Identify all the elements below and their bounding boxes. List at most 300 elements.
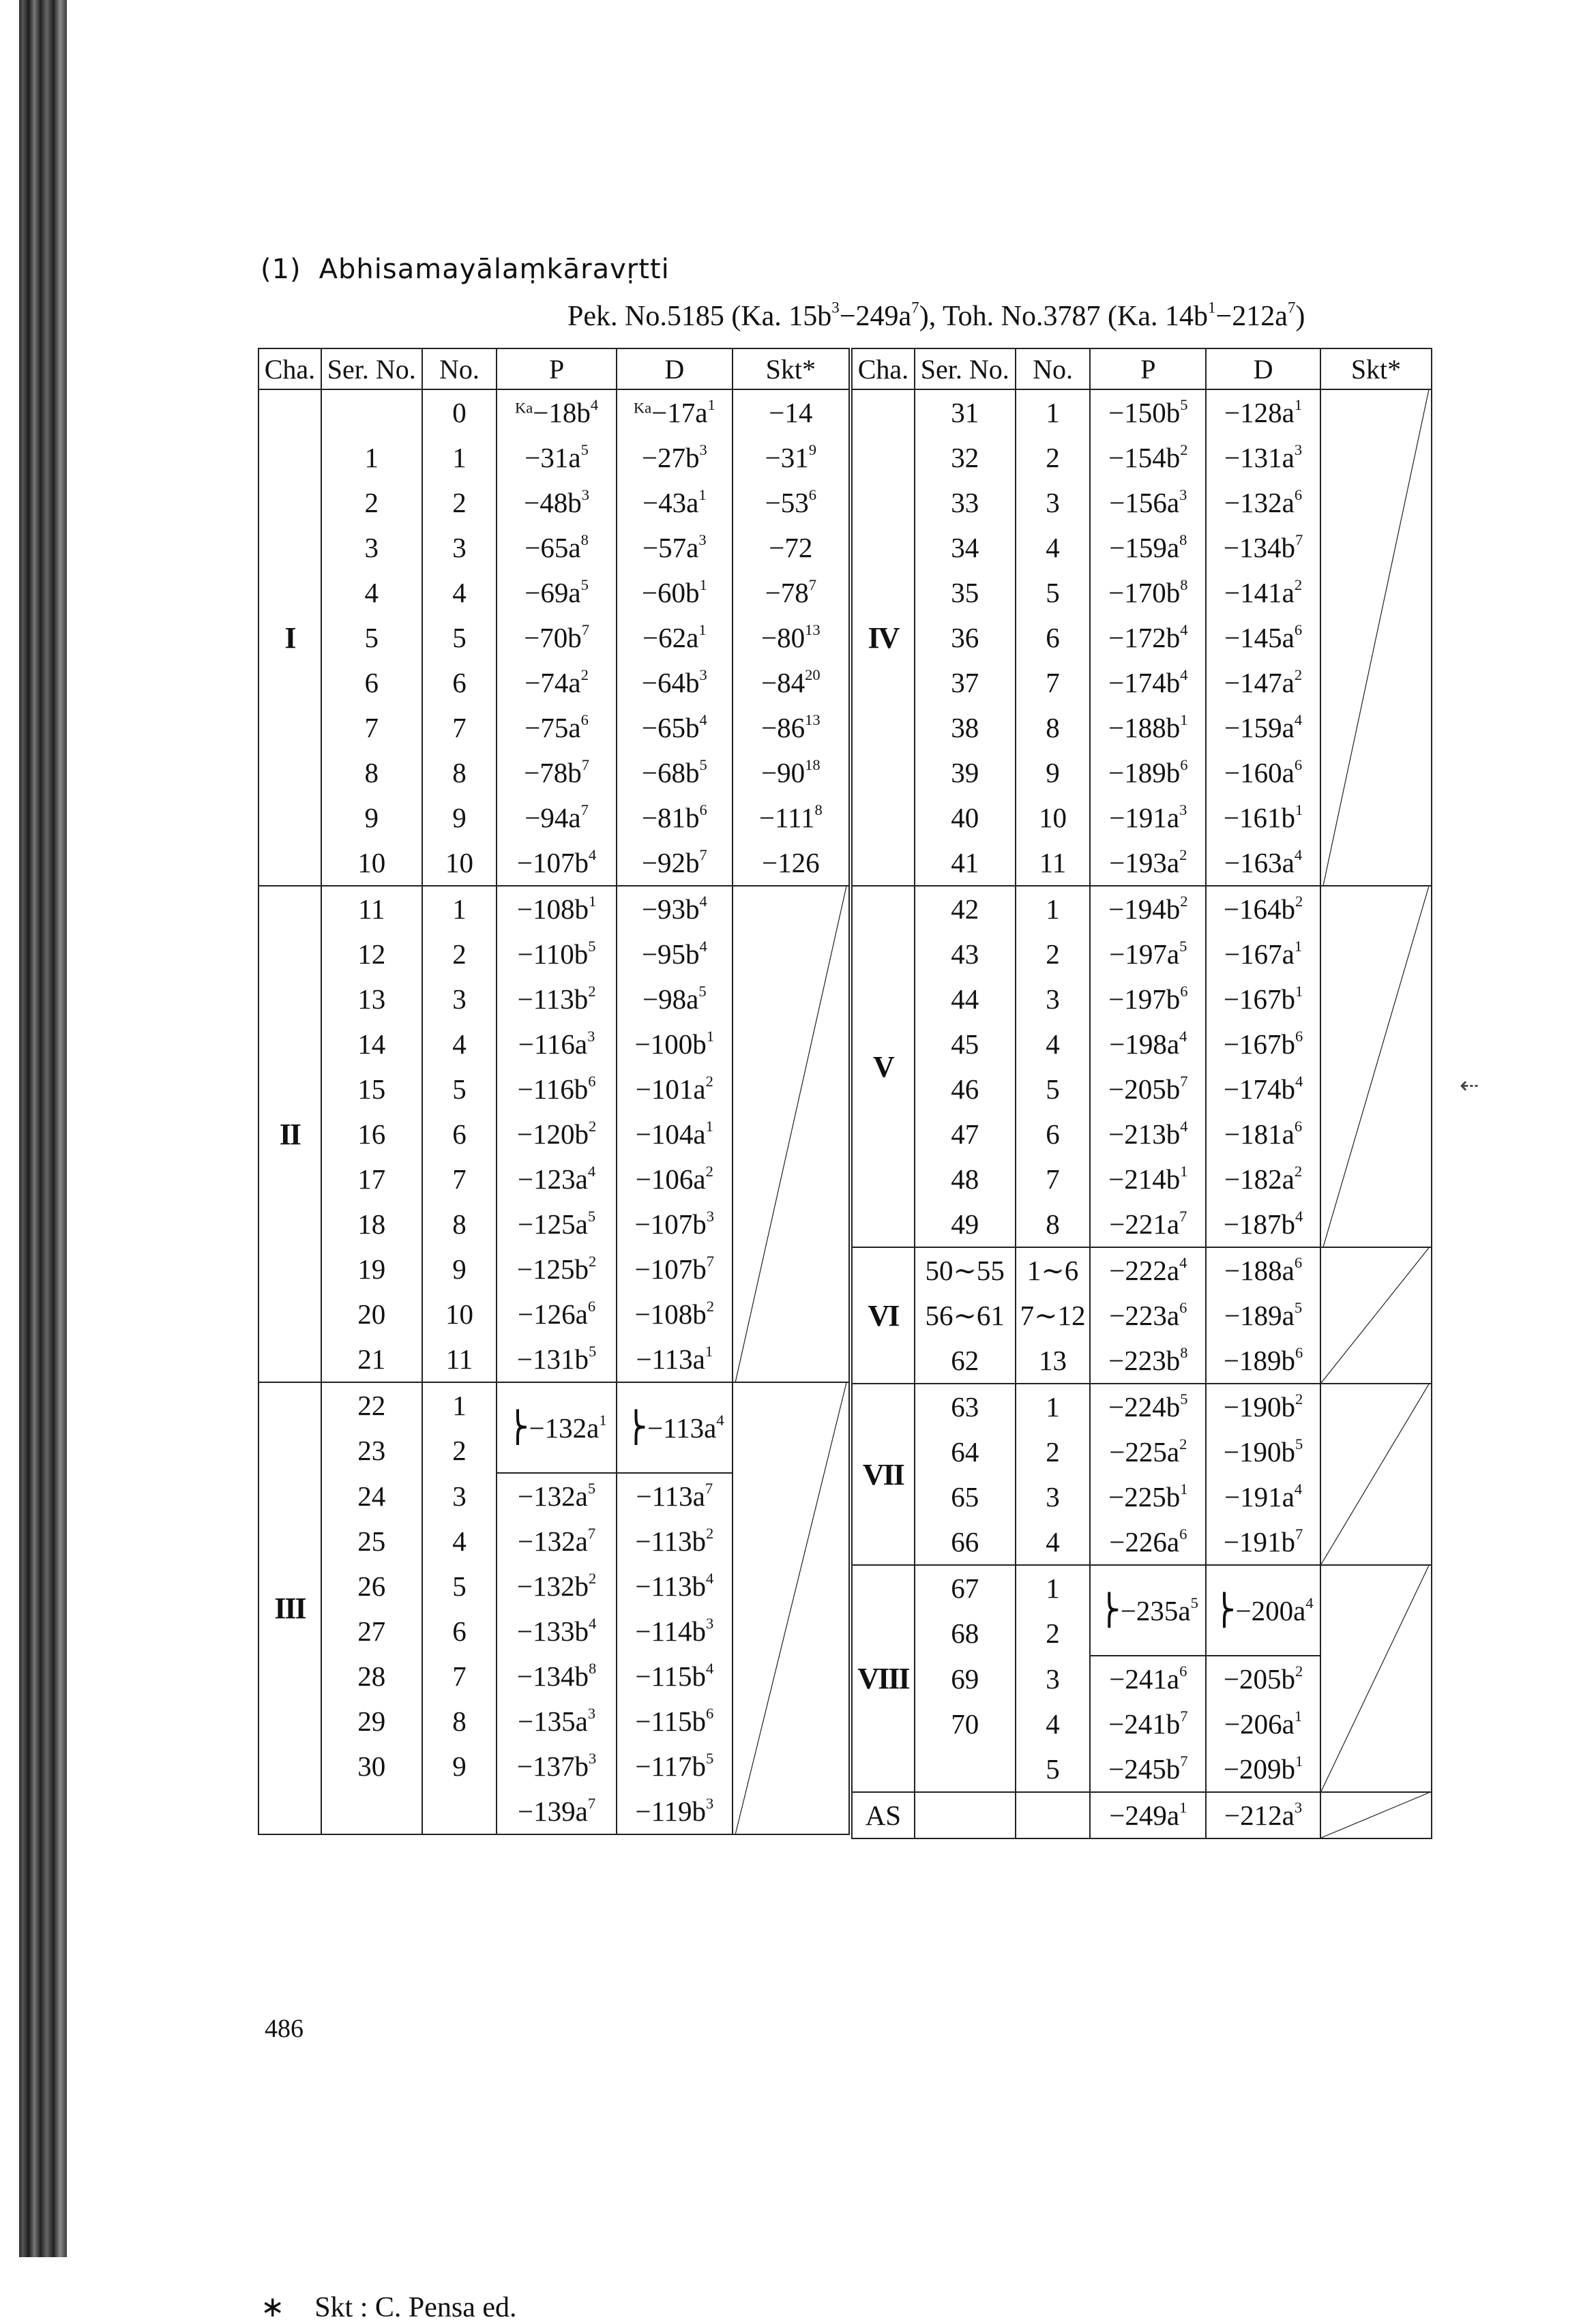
- number-cell: 4: [1016, 1022, 1091, 1067]
- brace-icon: ⎬: [625, 1411, 648, 1444]
- number-cell: 1: [1016, 1384, 1091, 1429]
- col-header-sanskrit: Skt*: [1320, 348, 1432, 389]
- peking-cell: [497, 1473, 617, 1519]
- derge-value: −189a: [1224, 1300, 1295, 1331]
- serial-cell: 44: [915, 977, 1016, 1022]
- derge-value: −200a: [1235, 1595, 1306, 1626]
- derge-value: −65b: [641, 712, 700, 743]
- peking-ref: Pek. No.5185 (Ka. 15b: [567, 301, 832, 332]
- derge-cell: [1206, 1022, 1320, 1067]
- number-cell: 2: [1016, 1611, 1091, 1656]
- derge-cell: [617, 1202, 733, 1247]
- blank-diagonal-cell: [733, 886, 849, 1382]
- derge-line-sup: 6: [1294, 1117, 1303, 1135]
- peking-line-sup: 4: [1180, 666, 1188, 683]
- derge-value: −95b: [641, 938, 700, 970]
- derge-cell: [1206, 1157, 1320, 1202]
- derge-cell: [617, 1067, 733, 1112]
- derge-line-sup: 7: [1295, 1525, 1303, 1543]
- number-cell: 6: [1016, 615, 1091, 660]
- peking-line-sup: 8: [1180, 576, 1188, 593]
- derge-cell: [1206, 795, 1320, 840]
- table-header-row: [258, 348, 849, 389]
- peking-value: −150b: [1108, 397, 1181, 428]
- derge-line-sup: 1: [707, 396, 715, 413]
- number-cell: 7: [422, 1157, 497, 1202]
- derge-value: −57a: [642, 532, 699, 563]
- serial-cell: 22: [321, 1382, 422, 1428]
- blank-diagonal-cell: [1320, 1565, 1432, 1792]
- derge-cell: [617, 1519, 733, 1564]
- peking-cell: [1090, 1792, 1206, 1838]
- derge-value: −43a: [642, 487, 699, 518]
- peking-line-sup: 4: [588, 1614, 597, 1632]
- number-cell: 8: [1016, 1202, 1091, 1247]
- peking-cell: [1090, 1746, 1206, 1792]
- derge-line-sup: 6: [1294, 486, 1303, 503]
- peking-value: −120b: [516, 1118, 589, 1150]
- peking-value: −225b: [1108, 1481, 1181, 1513]
- peking-line-sup: 7: [581, 621, 590, 638]
- peking-line-sup: 3: [581, 486, 590, 503]
- derge-line-sup: 6: [1294, 1253, 1303, 1271]
- peking-cell: [1090, 1067, 1206, 1112]
- derge-cell: [617, 660, 733, 705]
- derge-value: −164b: [1223, 893, 1296, 925]
- derge-value: −98a: [642, 983, 699, 1015]
- table-row: [258, 570, 849, 615]
- derge-value: −190b: [1223, 1436, 1296, 1468]
- derge-cell: [617, 615, 733, 660]
- sanskrit-cell: [733, 435, 849, 480]
- sanskrit-cell: [733, 525, 849, 570]
- serial-cell: 25: [321, 1519, 422, 1564]
- sanskrit-cell: [733, 750, 849, 795]
- derge-line-sup: 1: [705, 1117, 713, 1135]
- peking-cell: [497, 1022, 617, 1067]
- peking-line-sup: 2: [1179, 846, 1187, 863]
- peking-cell: [1090, 570, 1206, 615]
- derge-value: −114b: [635, 1615, 706, 1647]
- peking-line-sup: 5: [1179, 937, 1187, 955]
- number-cell: 5: [422, 615, 497, 660]
- serial-cell: 46: [915, 1067, 1016, 1112]
- peking-value: −241b: [1108, 1708, 1181, 1740]
- sanskrit-verse-sup: 6: [808, 486, 817, 503]
- derge-cell: [1206, 1202, 1320, 1247]
- derge-line-sup: 5: [698, 982, 707, 1000]
- number-cell: 3: [1016, 1474, 1091, 1519]
- table-row: [258, 525, 849, 570]
- peking-line-sup: 1: [599, 1411, 607, 1429]
- peking-cell: [1090, 660, 1206, 705]
- table-row: [852, 1384, 1432, 1429]
- peking-line-sup: 2: [1180, 441, 1188, 458]
- peking-line-sup: 6: [580, 711, 589, 728]
- number-cell: 0: [422, 389, 497, 435]
- serial-cell: 37: [915, 660, 1016, 705]
- serial-cell: 28: [321, 1654, 422, 1699]
- serial-cell: 43: [915, 932, 1016, 977]
- tohoku-ref-close: ): [1295, 301, 1305, 332]
- peking-cell: [1090, 840, 1206, 886]
- peking-value: −123a: [518, 1163, 588, 1195]
- peking-line-sup: 2: [588, 1117, 597, 1135]
- derge-line-sup: 3: [706, 1207, 715, 1225]
- peking-cell: [1090, 1474, 1206, 1519]
- derge-value: −62a: [642, 622, 699, 653]
- peking-line-sup: 6: [588, 1072, 596, 1090]
- peking-value: −134b: [516, 1660, 589, 1692]
- table-row: [852, 1247, 1432, 1293]
- serial-cell: 30: [321, 1744, 422, 1789]
- derge-value: −141a: [1224, 577, 1295, 608]
- number-cell: 5: [422, 1564, 497, 1609]
- peking-value: −170b: [1108, 577, 1181, 608]
- derge-cell: [617, 1247, 733, 1292]
- peking-line-sup: 1: [1179, 1798, 1187, 1816]
- sanskrit-value: −80: [761, 622, 806, 653]
- number-cell: 1: [1016, 886, 1091, 932]
- derge-value: −182a: [1224, 1163, 1295, 1195]
- peking-line-sup: 7: [581, 756, 590, 773]
- peking-value: −133b: [516, 1615, 589, 1647]
- serial-cell: 62: [915, 1338, 1016, 1384]
- derge-line-sup: 4: [1305, 1594, 1314, 1611]
- peking-value: −214b: [1108, 1163, 1181, 1195]
- number-cell: 4: [422, 570, 497, 615]
- derge-line-sup: 1: [1294, 937, 1303, 955]
- peking-value: −125a: [518, 1208, 588, 1240]
- peking-cell: [497, 1609, 617, 1654]
- derge-value: −113a: [636, 1480, 705, 1512]
- derge-value: −119b: [635, 1796, 706, 1827]
- serial-cell: 18: [321, 1202, 422, 1247]
- serial-cell: 56∼61: [915, 1293, 1016, 1338]
- peking-cell: [497, 1247, 617, 1292]
- peking-value: −126a: [518, 1298, 588, 1330]
- derge-line-sup: 7: [706, 1252, 715, 1270]
- peking-cell: [1090, 977, 1206, 1022]
- derge-cell: [1206, 932, 1320, 977]
- col-header-peking: P: [1090, 348, 1206, 389]
- derge-line-sup: 5: [1294, 1298, 1303, 1316]
- derge-cell: [617, 480, 733, 525]
- derge-value: −191a: [1224, 1481, 1295, 1513]
- sanskrit-value: −72: [769, 532, 813, 563]
- number-cell: [422, 1789, 497, 1834]
- derge-line-sup: 6: [1295, 1343, 1303, 1361]
- number-cell: 6: [422, 1609, 497, 1654]
- serial-cell: 67: [915, 1565, 1016, 1611]
- serial-cell: 14: [321, 1022, 422, 1067]
- number-cell: 8: [1016, 705, 1091, 750]
- number-cell: 2: [1016, 932, 1091, 977]
- number-cell: 7: [1016, 1157, 1091, 1202]
- derge-value: −113a: [636, 1343, 705, 1375]
- table-row: [258, 660, 849, 705]
- peking-cell: [1090, 886, 1206, 932]
- peking-line-sup: 3: [1179, 801, 1187, 818]
- sanskrit-cell: [733, 660, 849, 705]
- derge-value: −212a: [1224, 1800, 1295, 1831]
- derge-line-sup: 4: [1294, 846, 1303, 863]
- serial-cell: 10: [321, 840, 422, 886]
- sanskrit-verse-sup: 8: [814, 801, 823, 818]
- derge-merged-cell: [1206, 1565, 1320, 1656]
- derge-value: −190b: [1223, 1391, 1296, 1422]
- number-cell: 6: [422, 1112, 497, 1157]
- number-cell: 1: [422, 886, 497, 932]
- page-number: 486: [265, 2014, 304, 2043]
- peking-cell: [497, 1157, 617, 1202]
- serial-cell: 13: [321, 977, 422, 1022]
- number-cell: 11: [422, 1337, 497, 1382]
- book-spine-shadow: [19, 0, 67, 2257]
- peking-line-sup: 2: [580, 666, 589, 683]
- peking-cell: [497, 525, 617, 570]
- derge-line-sup: 2: [705, 1162, 713, 1180]
- peking-value: −135a: [518, 1705, 588, 1737]
- brace-icon: ⎬: [1213, 1594, 1236, 1627]
- peking-value: −193a: [1109, 847, 1180, 878]
- peking-line-sup: 4: [1180, 1117, 1188, 1135]
- number-cell: [1016, 1792, 1091, 1838]
- serial-cell: 26: [321, 1564, 422, 1609]
- derge-line-sup: 4: [1295, 1072, 1303, 1090]
- serial-cell: 36: [915, 615, 1016, 660]
- peking-line-sup: 4: [1179, 1253, 1187, 1271]
- derge-cell: [1206, 705, 1320, 750]
- number-cell: 5: [1016, 1067, 1091, 1112]
- serial-cell: 47: [915, 1112, 1016, 1157]
- derge-cell: [617, 1699, 733, 1744]
- number-cell: 1∼6: [1016, 1247, 1091, 1293]
- peking-merged-cell: [1090, 1565, 1206, 1656]
- number-cell: 5: [422, 1067, 497, 1112]
- derge-value: −205b: [1223, 1663, 1296, 1695]
- serial-cell: 68: [915, 1611, 1016, 1656]
- derge-cell: [617, 932, 733, 977]
- serial-cell: 2: [321, 480, 422, 525]
- peking-line-sup: 6: [1180, 756, 1188, 773]
- sanskrit-value: −90: [761, 757, 806, 788]
- chapter-cell: VI: [852, 1247, 915, 1384]
- col-header-serial: Ser. No.: [915, 348, 1016, 389]
- derge-cell: [617, 1473, 733, 1519]
- sanskrit-value: −126: [762, 847, 820, 878]
- derge-value: −159a: [1224, 712, 1295, 743]
- peking-cell: [497, 1744, 617, 1789]
- table-row: [258, 750, 849, 795]
- derge-line-sup: 7: [1295, 531, 1303, 548]
- peking-value: −65a: [524, 532, 581, 563]
- derge-value: −113a: [647, 1412, 717, 1444]
- peking-line-sup: 4: [587, 1162, 596, 1180]
- number-cell: 9: [422, 1744, 497, 1789]
- sanskrit-verse-sup: 13: [805, 711, 821, 728]
- sanskrit-value: −14: [769, 397, 813, 428]
- number-cell: 10: [422, 1292, 497, 1337]
- ka-volume-prefix: Ka: [514, 399, 533, 417]
- derge-line-sup: 1: [1294, 396, 1303, 413]
- derge-line-sup: 1: [706, 1027, 715, 1045]
- number-cell: 1: [422, 435, 497, 480]
- number-cell: 6: [422, 660, 497, 705]
- derge-line-sup: 2: [705, 1524, 714, 1542]
- table-row: [852, 1565, 1432, 1611]
- derge-cell: [1206, 525, 1320, 570]
- peking-value: −222a: [1109, 1255, 1180, 1286]
- derge-cell: [1206, 886, 1320, 932]
- derge-value: −132a: [1224, 487, 1295, 518]
- derge-line-sup: 3: [699, 666, 707, 683]
- footnote: [261, 2290, 517, 2324]
- derge-cell: [617, 750, 733, 795]
- serial-cell: 12: [321, 932, 422, 977]
- derge-value: −68b: [641, 757, 700, 788]
- tohoku-ref-sup: 1: [1207, 298, 1216, 316]
- number-cell: 8: [422, 1699, 497, 1744]
- peking-value: −139a: [518, 1796, 588, 1827]
- table-row: [852, 886, 1432, 932]
- derge-cell: [617, 705, 733, 750]
- peking-value: −249a: [1109, 1800, 1180, 1831]
- derge-line-sup: 4: [699, 711, 707, 728]
- serial-cell: 27: [321, 1609, 422, 1654]
- peking-cell: [1090, 1701, 1206, 1746]
- number-cell: 9: [422, 1247, 497, 1292]
- peking-line-sup: 6: [1179, 1525, 1187, 1543]
- derge-cell: [617, 525, 733, 570]
- peking-cell: [1090, 1293, 1206, 1338]
- peking-ref-sup: 3: [831, 298, 840, 316]
- derge-cell: [617, 1337, 733, 1382]
- sanskrit-cell: [733, 480, 849, 525]
- derge-cell: [617, 570, 733, 615]
- sanskrit-value: −84: [761, 667, 806, 698]
- peking-cell: [497, 1654, 617, 1699]
- derge-cell: [617, 1112, 733, 1157]
- derge-value: −108b: [634, 1298, 707, 1330]
- number-cell: 2: [1016, 435, 1091, 480]
- sanskrit-value: −86: [761, 712, 806, 743]
- peking-line-sup: 6: [1179, 1662, 1187, 1680]
- footnote-text: Skt : C. Pensa ed.: [314, 2292, 517, 2323]
- derge-line-sup: 3: [1294, 441, 1303, 458]
- number-cell: 4: [1016, 525, 1091, 570]
- number-cell: 2: [422, 480, 497, 525]
- derge-value: −147a: [1224, 667, 1295, 698]
- peking-value: −116a: [518, 1028, 588, 1060]
- serial-cell: 8: [321, 750, 422, 795]
- number-cell: 4: [422, 1519, 497, 1564]
- peking-value: −223a: [1109, 1300, 1180, 1331]
- derge-cell: [617, 1157, 733, 1202]
- derge-cell: [1206, 1247, 1320, 1293]
- peking-line-sup: 5: [588, 937, 596, 955]
- number-cell: 8: [422, 750, 497, 795]
- brace-icon: ⎬: [506, 1411, 529, 1444]
- derge-line-sup: 1: [699, 576, 707, 593]
- peking-value: −132b: [516, 1570, 589, 1602]
- peking-cell: [497, 1337, 617, 1382]
- peking-value: −225a: [1109, 1436, 1180, 1468]
- peking-line-sup: 2: [588, 1569, 597, 1587]
- tohoku-ref: Toh. No.3787 (Ka. 14b: [942, 301, 1208, 332]
- peking-line-sup: 5: [587, 1207, 596, 1225]
- derge-cell: [1206, 1384, 1320, 1429]
- derge-cell: [617, 1564, 733, 1609]
- peking-cell: [1090, 1338, 1206, 1384]
- derge-line-sup: 6: [1295, 1027, 1303, 1045]
- derge-line-sup: 3: [699, 441, 707, 458]
- peking-cell: [1090, 1656, 1206, 1701]
- col-header-derge: D: [617, 348, 733, 389]
- serial-cell: 63: [915, 1384, 1016, 1429]
- table-row: [852, 1792, 1432, 1838]
- serial-cell: 9: [321, 795, 422, 840]
- peking-value: −191a: [1109, 802, 1180, 833]
- peking-cell: [497, 705, 617, 750]
- derge-value: −106a: [635, 1163, 706, 1195]
- derge-line-sup: 1: [1295, 982, 1303, 1000]
- derge-line-sup: 2: [1295, 1390, 1303, 1407]
- derge-line-sup: 1: [698, 486, 707, 503]
- table-row: [258, 389, 849, 435]
- peking-cell: [497, 1067, 617, 1112]
- peking-cell: [1090, 932, 1206, 977]
- serial-cell: 48: [915, 1157, 1016, 1202]
- number-cell: 5: [1016, 570, 1091, 615]
- sanskrit-verse-sup: 9: [808, 441, 817, 458]
- derge-cell: [617, 1609, 733, 1654]
- peking-cell: [497, 660, 617, 705]
- derge-cell: [1206, 1701, 1320, 1746]
- peking-cell: [497, 750, 617, 795]
- serial-cell: 64: [915, 1429, 1016, 1474]
- serial-cell: 20: [321, 1292, 422, 1337]
- number-cell: 2: [1016, 1429, 1091, 1474]
- peking-value: −74a: [524, 667, 581, 698]
- derge-value: −100b: [634, 1028, 707, 1060]
- section-number: (1): [261, 254, 301, 285]
- serial-cell: 34: [915, 525, 1016, 570]
- table-row: [258, 840, 849, 886]
- number-cell: 2: [422, 932, 497, 977]
- derge-line-sup: 2: [1295, 1662, 1303, 1680]
- derge-value: −167b: [1223, 1028, 1296, 1060]
- peking-line-sup: 5: [588, 1342, 597, 1360]
- peking-line-sup: 3: [1179, 486, 1187, 503]
- peking-value: −132a: [529, 1412, 600, 1444]
- peking-value: −132a: [518, 1525, 588, 1557]
- derge-line-sup: 6: [1294, 621, 1303, 638]
- peking-line-sup: 4: [1180, 621, 1188, 638]
- peking-value: −172b: [1108, 622, 1181, 653]
- peking-value: −198a: [1109, 1028, 1180, 1060]
- peking-line-sup: 7: [587, 1524, 596, 1542]
- sanskrit-cell: [733, 389, 849, 435]
- serial-cell: 70: [915, 1701, 1016, 1746]
- peking-cell: [1090, 750, 1206, 795]
- peking-line-sup: 2: [588, 1252, 597, 1270]
- sanskrit-cell: [733, 795, 849, 840]
- table-row: [258, 435, 849, 480]
- number-cell: 7: [1016, 660, 1091, 705]
- derge-cell: [617, 1022, 733, 1067]
- sanskrit-cell: [733, 705, 849, 750]
